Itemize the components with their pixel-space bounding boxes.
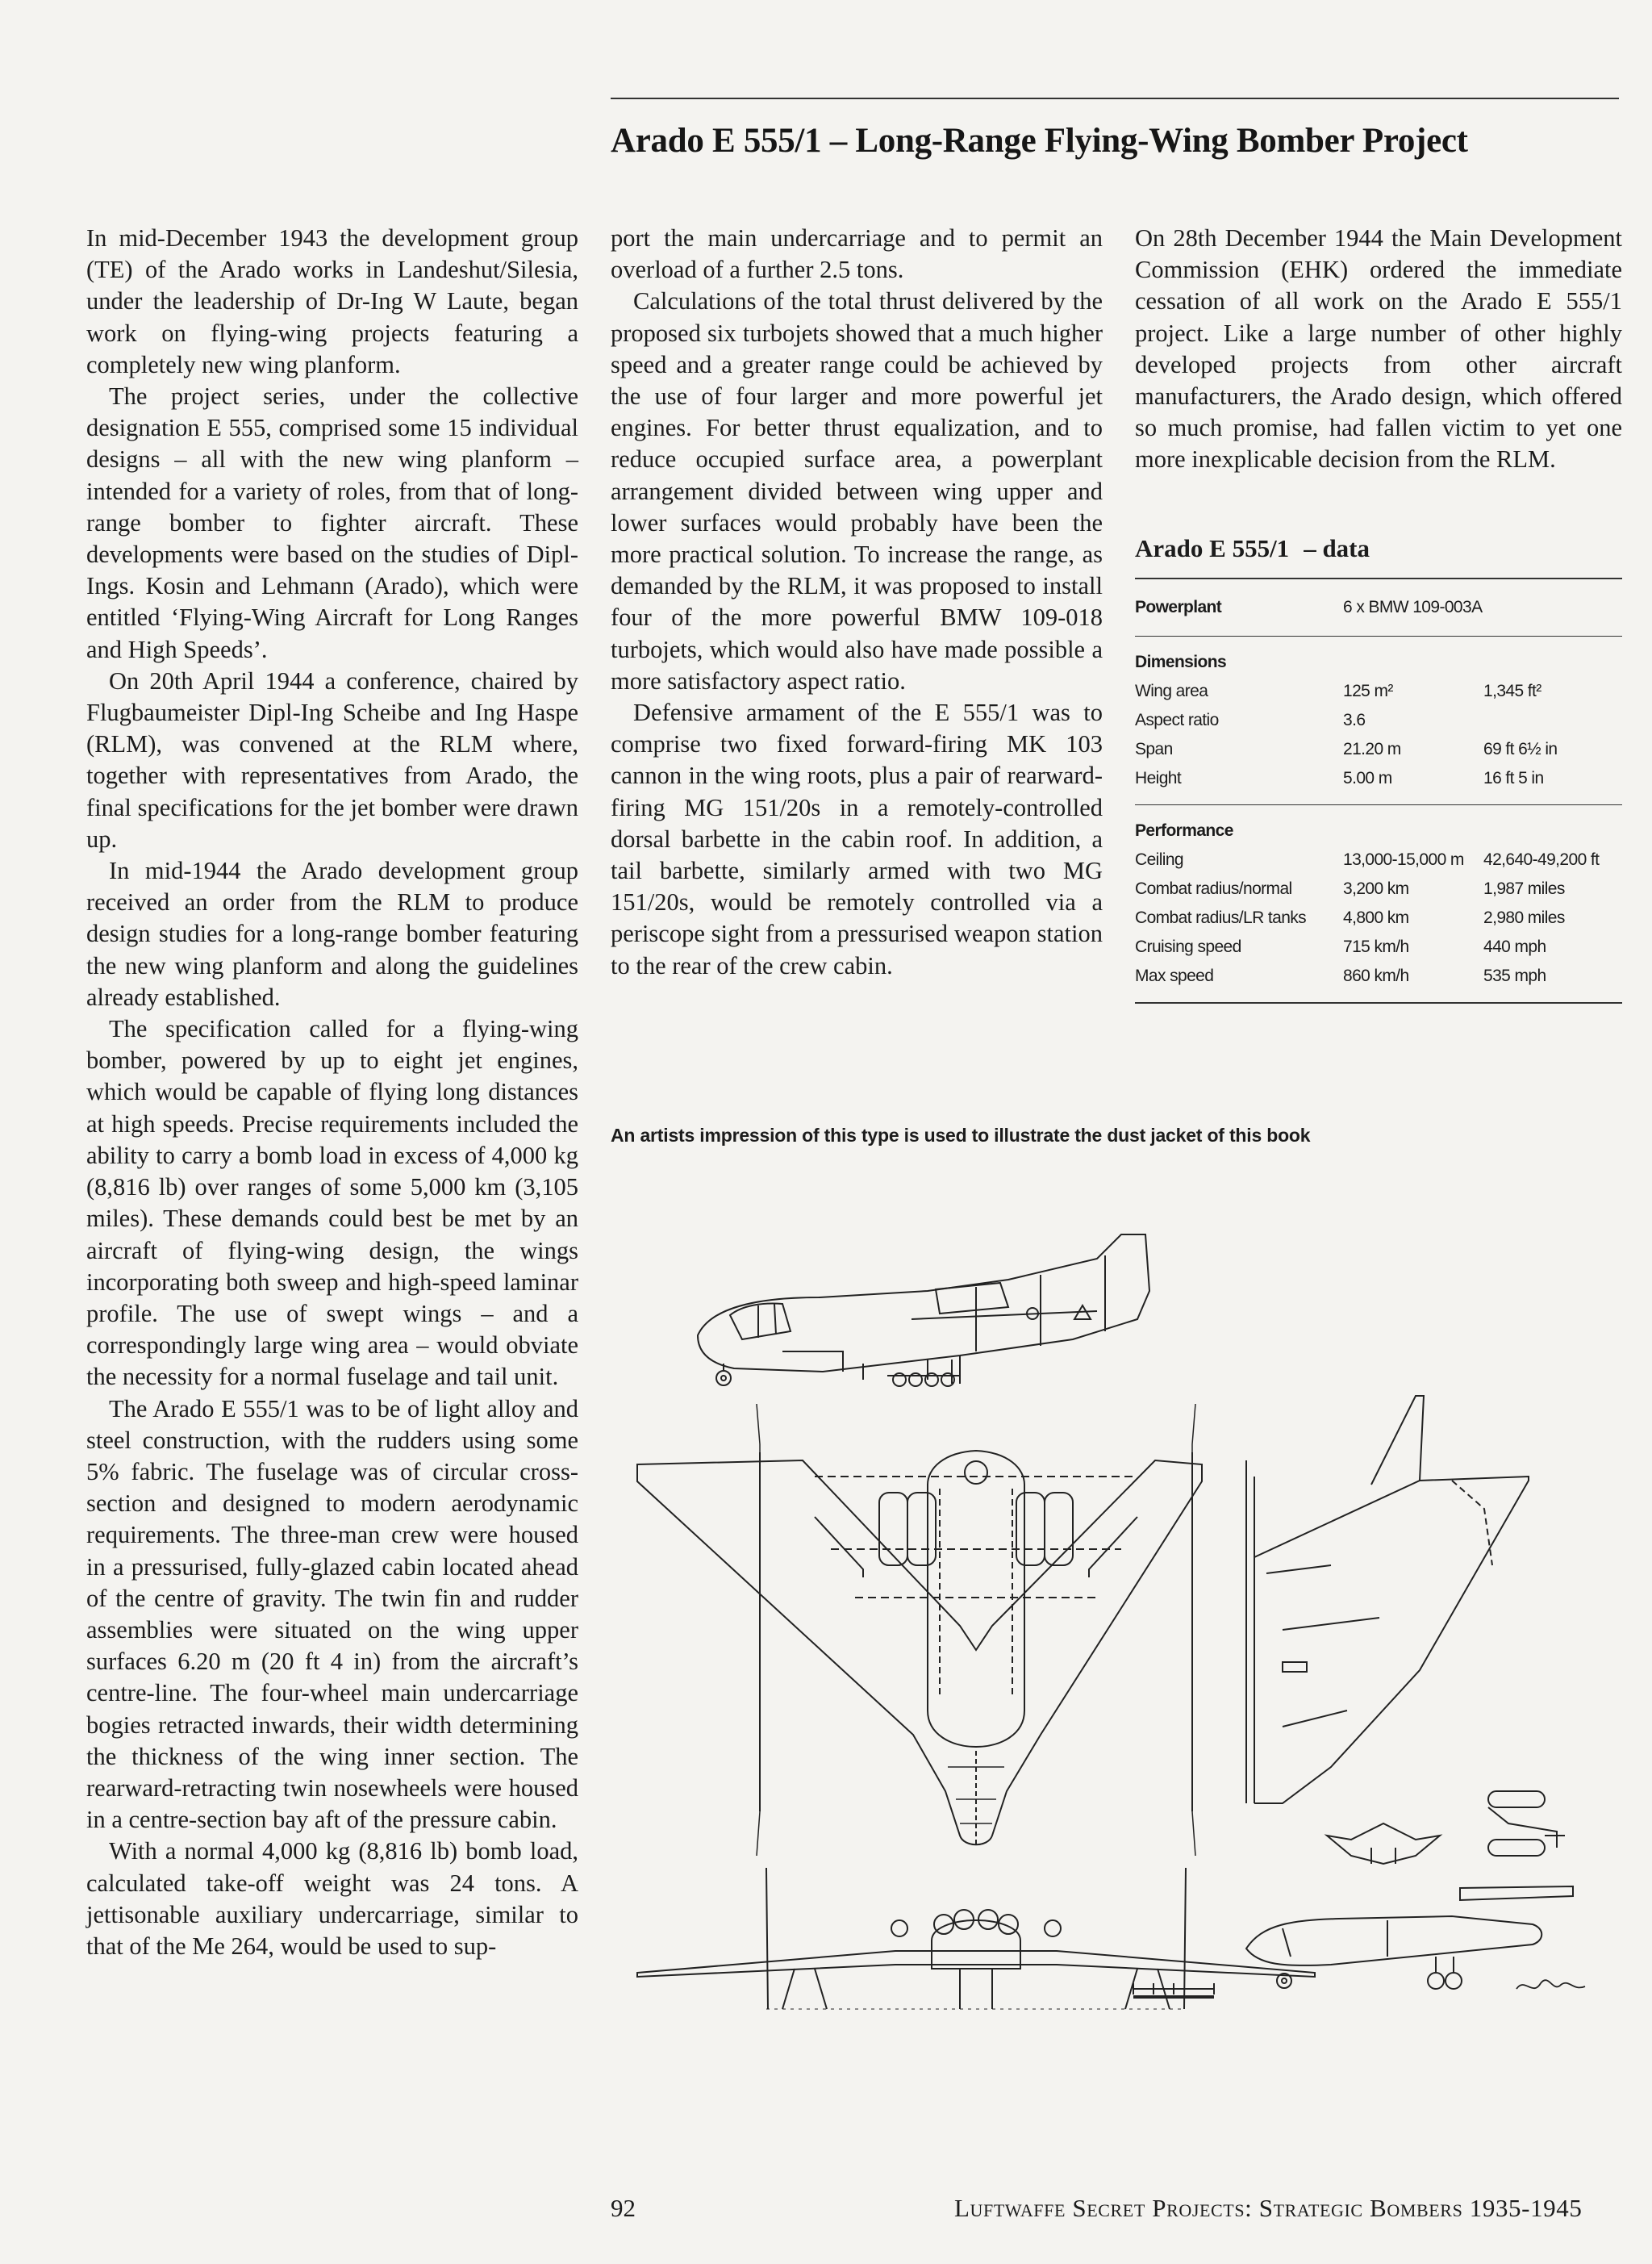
- paragraph: On 20th April 1944 a conference, chaired by Flugbaumeister Dipl-Ing Scheibe and Ing Haspe (RLM), was convened at the RLM where, together with representatives from Arado, the final specifications for the jet bomber were drawn up.: [86, 666, 578, 853]
- side-view-illustration: [698, 1234, 1149, 1386]
- side-elevation-illustration: [1246, 1396, 1529, 1803]
- aircraft-three-view-drawing: [621, 1210, 1621, 2066]
- paragraph: On 28th December 1944 the Main Development Commission (EHK) ordered the immediate cessation of all work on the Arado E 555/1 project. Like a large number of other highly developed projects from other aircraft manufacturers, the Arado design, which offered so much promise, had fallen victim to yet one more inexplicable decision from the RLM.: [1135, 224, 1622, 474]
- paragraph: Calculations of the total thrust delivered by the proposed six turbojets showed that a much higher speed and a greater range could be achieved by the use of four larger and more powerful jet engines. For better thrust equalization, and to reduce occupied surface area, a powerplant arrangement divided between wing upper and lower surfaces would probably have been the more practical solution. To increase the range, as demanded by the RLM, it was proposed to install four of the more powerful BMW 109-018 turbojets, which would also have made possible a more satisfactory aspect ratio.: [611, 287, 1103, 695]
- data-box: [1135, 534, 1622, 1004]
- page-title: Arado E 555/1 – Long-Range Flying-Wing Bomber Project: [611, 122, 1468, 160]
- paragraph: In mid-1944 the Arado development group received an order from the RLM to produce design studies for a long-range bomber featuring the new wing planform and along the guidelines already established.: [86, 857, 578, 1011]
- page-number: 92: [611, 2194, 636, 2222]
- paragraph: The specification called for a flying-wing bomber, powered by up to eight jet engines, which would be capable of flying long distances at high speeds. Precise requirements included the ability to carry a bomb load in excess of 4,000 kg (8,816 lb) over ranges of some 5,000 km (3,105 miles). These demands could best be met by an aircraft of flying-wing design, the wings incorporating both sweep and high-speed laminar profile. The use of swept wings – and a correspondingly large wing area – would obviate the necessity for a normal fuselage and tail unit.: [86, 1015, 578, 1391]
- running-title: Luftwaffe Secret Projects: Strategic Bombers 1935-1945: [954, 2194, 1583, 2222]
- figure-caption: An artists impression of this type is used to illustrate the dust jacket of this book: [611, 1125, 1311, 1146]
- top-rule: [611, 98, 1619, 99]
- artist-signature: [1516, 1980, 1585, 1989]
- text-column-3: [1135, 223, 1622, 476]
- paragraph: The project series, under the collective designation E 555, comprised some 15 individual designs – all with the new wing planform – intended for a variety of roles, from that of long-range bomber to fighter aircraft. These developments were based on the studies of Dipl-Ings. Kosin and Lehmann (Arado), which were entitled ‘Flying-Wing Aircraft for Long Ranges and High Speeds’.: [86, 382, 578, 663]
- paragraph: The Arado E 555/1 was to be of light alloy and steel construction, with the rudders using some 5% fabric. The fuselage was of circular cross-section and designed to modern aerodynamic requirements. The three-man crew were housed in a pressurised, fully-glazed cabin located ahead of the centre of gravity. The twin fin and rudder assemblies were situated on the wing upper surfaces 6.20 m (20 ft 4 in) from the aircraft’s centre-line. The four-wheel main undercarriage bogies retracted inwards, their width determining the thickness of the wing inner section. The rearward-retracting twin nosewheels were housed in a centre-section bay aft of the pressure cabin.: [86, 1394, 578, 1834]
- data-rule: [1135, 1002, 1622, 1004]
- data-box-title: Arado E 555/1 – data: [1135, 534, 1370, 562]
- paragraph: In mid-December 1943 the development group (TE) of the Arado works in Landeshut/Silesia, under the leadership of Dr-Ing W Laute, began work on flying-wing projects featuring a completely new wing planform.: [86, 224, 578, 378]
- detail-views-illustration: [1246, 1791, 1573, 1989]
- data-rule: [1135, 636, 1622, 637]
- paragraph: Defensive armament of the E 555/1 was to comprise two fixed forward-firing MK 103 cannon in the wing roots, plus a pair of rearward-firing MG 151/20s in a remotely-controlled dorsal barbette in the cabin roof. In addition, a tail barbette, similarly armed with two MG 151/20s, would be remotely controlled via a periscope sight from a pressurised weapon station to the rear of the crew cabin.: [611, 699, 1103, 980]
- text-column-2: [611, 223, 1103, 982]
- powerplant-table: Powerplant 6 x BMW 109-003A: [1135, 598, 1483, 616]
- plan-view-illustration: [637, 1404, 1202, 1856]
- dimensions-table: Dimensions Wing area 125 m² 1,345 ft² Aspect ratio 3.6 Span 21.20 m 69 ft 6½ in Height 5.00 m 16 ft 5 in: [1135, 653, 1558, 787]
- text-column-1: [86, 223, 578, 1962]
- paragraph: With a normal 4,000 kg (8,816 lb) bomb load, calculated take-off weight was 24 tons. A jettisonable auxiliary undercarriage, similar to that of the Me 264, would be used to sup-: [86, 1837, 578, 1960]
- paragraph: port the main undercarriage and to permit an overload of a further 2.5 tons.: [611, 224, 1103, 284]
- data-rule: [1135, 804, 1622, 805]
- performance-table: Performance Ceiling 13,000-15,000 m 42,640-49,200 ft Combat radius/normal 3,200 km 1,987 miles Combat radius/LR tanks 4,800 km 2,980 miles Cruising speed 715 km/h 440 mph Max speed 860 km/h 535 mph: [1135, 821, 1600, 985]
- scale-bar: [1133, 1983, 1214, 1997]
